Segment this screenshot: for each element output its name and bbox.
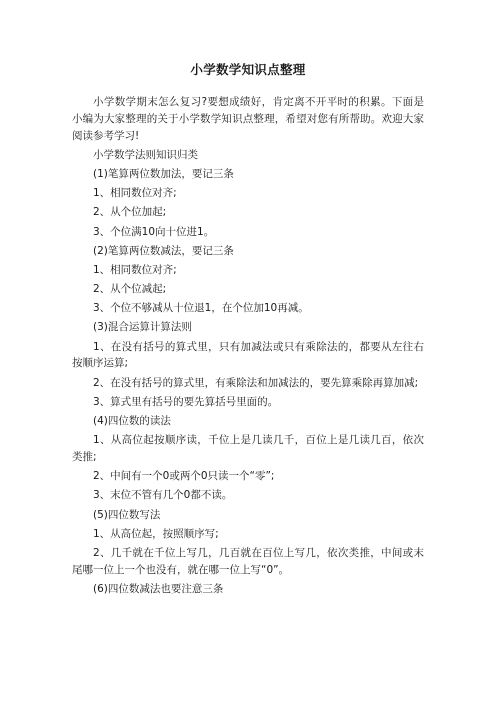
- list-item: 2、中间有一个0或两个0只读一个“零”;: [93, 470, 275, 483]
- list-item: 3、个位满10向十位进1。: [93, 225, 215, 238]
- section-heading: 小学数学法则知识归类: [93, 148, 198, 161]
- list-item: 3、算式里有括号的要先算括号里面的。: [93, 395, 279, 408]
- list-item: 1、相同数位对齐;: [93, 263, 177, 276]
- list-item: 2、几千就在千位上写几，几百就在百位上写几，依次类推，中间或末尾哪一位上一个也没有，就在哪一位上写“0”。: [72, 546, 424, 576]
- subheading-reading-numbers: (4)四位数的读法: [93, 415, 171, 428]
- subheading-writing-numbers: (5)四位数写法: [93, 508, 161, 521]
- list-item: 1、在没有括号的算式里，只有加减法或只有乘除法的，都要从左往右按顺序运算;: [72, 340, 424, 370]
- list-item: 3、末位不管有几个0都不读。: [93, 489, 233, 502]
- list-item: 1、相同数位对齐;: [93, 187, 177, 200]
- subheading-addition: (1)笔算两位数加法，要记三条: [93, 167, 234, 180]
- list-item: 2、在没有括号的算式里，有乘除法和加减法的，要先算乘除再算加减;: [93, 376, 419, 389]
- subheading-subtraction: (2)笔算两位数减法，要记三条: [93, 244, 234, 257]
- list-item: 3、个位不够减从十位退1，在个位加10再减。: [93, 302, 309, 315]
- intro-paragraph: 小学数学期末怎么复习?要想成绩好，肯定离不开平时的积累。下面是小编为大家整理的关于小学数学知识点整理，希望对您有所帮助。欢迎大家阅读参考学习!: [72, 96, 424, 142]
- document-title: 小学数学知识点整理: [190, 62, 306, 77]
- list-item: 1、从高位起，按照顺序写;: [93, 527, 219, 540]
- subheading-four-digit-subtraction: (6)四位数减法也要注意三条: [93, 582, 224, 595]
- list-item: 2、从个位加起;: [93, 206, 167, 219]
- document-body: [72, 94, 424, 600]
- subheading-mixed-operations: (3)混合运算计算法则: [93, 321, 192, 334]
- list-item: 1、从高位起按顺序读，千位上是几读几千，百位上是几读几百，依次类推;: [72, 434, 424, 463]
- list-item: 2、从个位减起;: [93, 283, 167, 296]
